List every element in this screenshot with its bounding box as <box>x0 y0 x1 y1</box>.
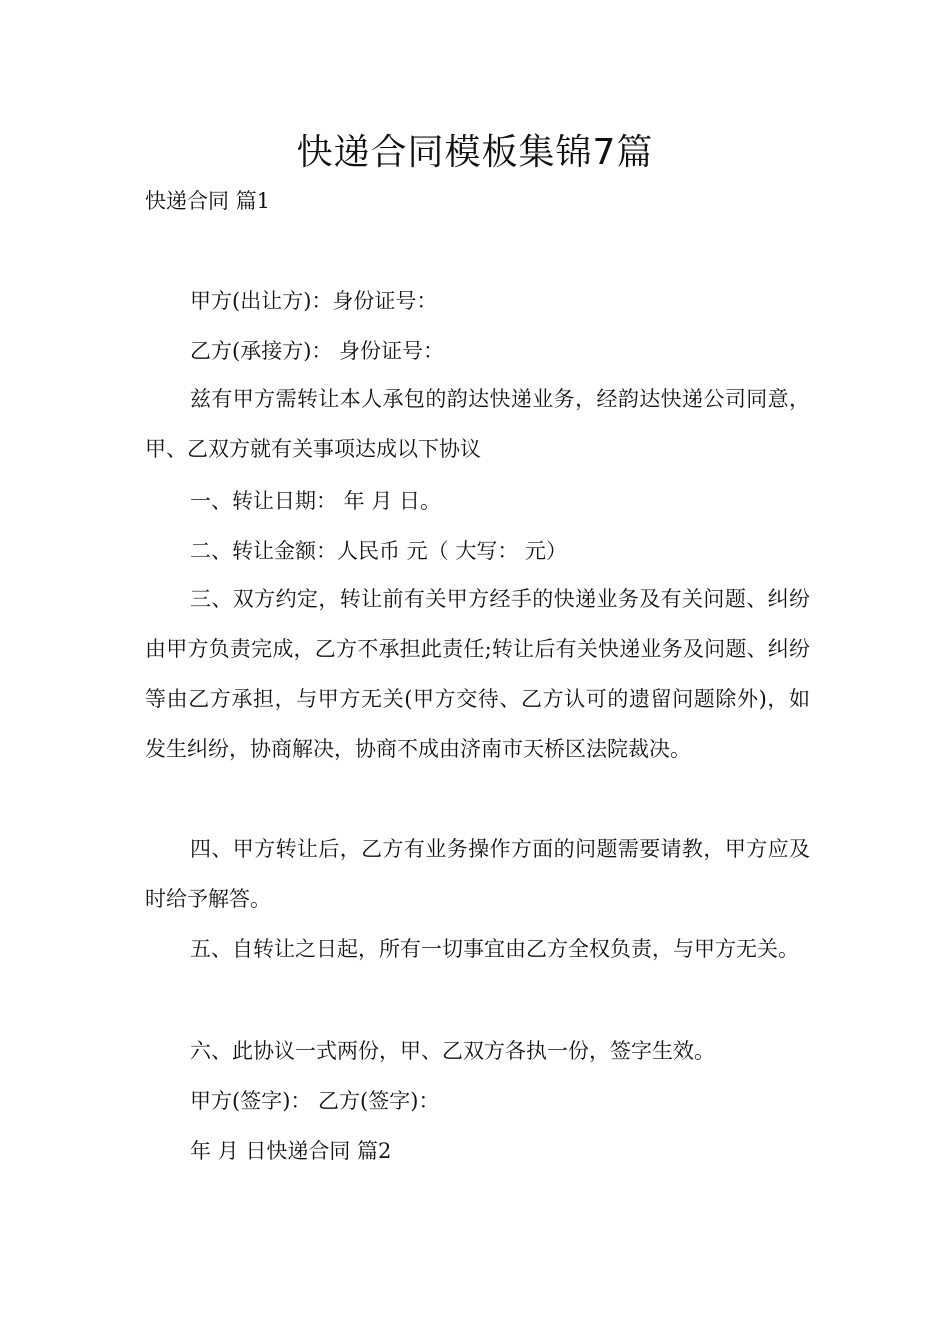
clause-support: 四、甲方转让后，乙方有业务操作方面的问题需要请教，甲方应及时给予解答。 <box>145 837 810 911</box>
clause-full-responsibility: 五、自转让之日起，所有一切事宜由乙方全权负责，与甲方无关。 <box>190 937 799 961</box>
party-a-line: 甲方(出让方)：身份证号： <box>190 289 438 313</box>
clause-transfer-date: 一、转让日期： 年 月 日。 <box>190 489 442 513</box>
clause-transfer-amount: 二、转让金额：人民币 元（ 大写： 元） <box>190 539 568 563</box>
document-title: 快递合同模板集锦7篇 <box>296 132 654 173</box>
date-and-next-section: 年 月 日快递合同 篇2 <box>190 1139 392 1163</box>
section-heading: 快递合同 篇1 <box>145 189 271 213</box>
signature-line: 甲方(签字)： 乙方(签字)： <box>190 1089 440 1113</box>
party-b-line: 乙方(承接方)： 身份证号： <box>190 339 445 363</box>
intro-paragraph: 兹有甲方需转让本人承包的韵达快递业务，经韵达快递公司同意，甲、乙双方就有关事项达成以下协议 <box>145 387 810 461</box>
clause-responsibilities: 三、双方约定，转让前有关甲方经手的快递业务及有关问题、纠纷由甲方负责完成，乙方不承担此责任;转让后有关快递业务及问题、纠纷等由乙方承担，与甲方无关(甲方交待、乙方认可的遗留问题除外)，如发生纠纷，协商解决，协商不成由济南市天桥区法院裁决。 <box>145 587 810 761</box>
clause-copies: 六、此协议一式两份，甲、乙双方各执一份，签字生效。 <box>190 1039 715 1063</box>
